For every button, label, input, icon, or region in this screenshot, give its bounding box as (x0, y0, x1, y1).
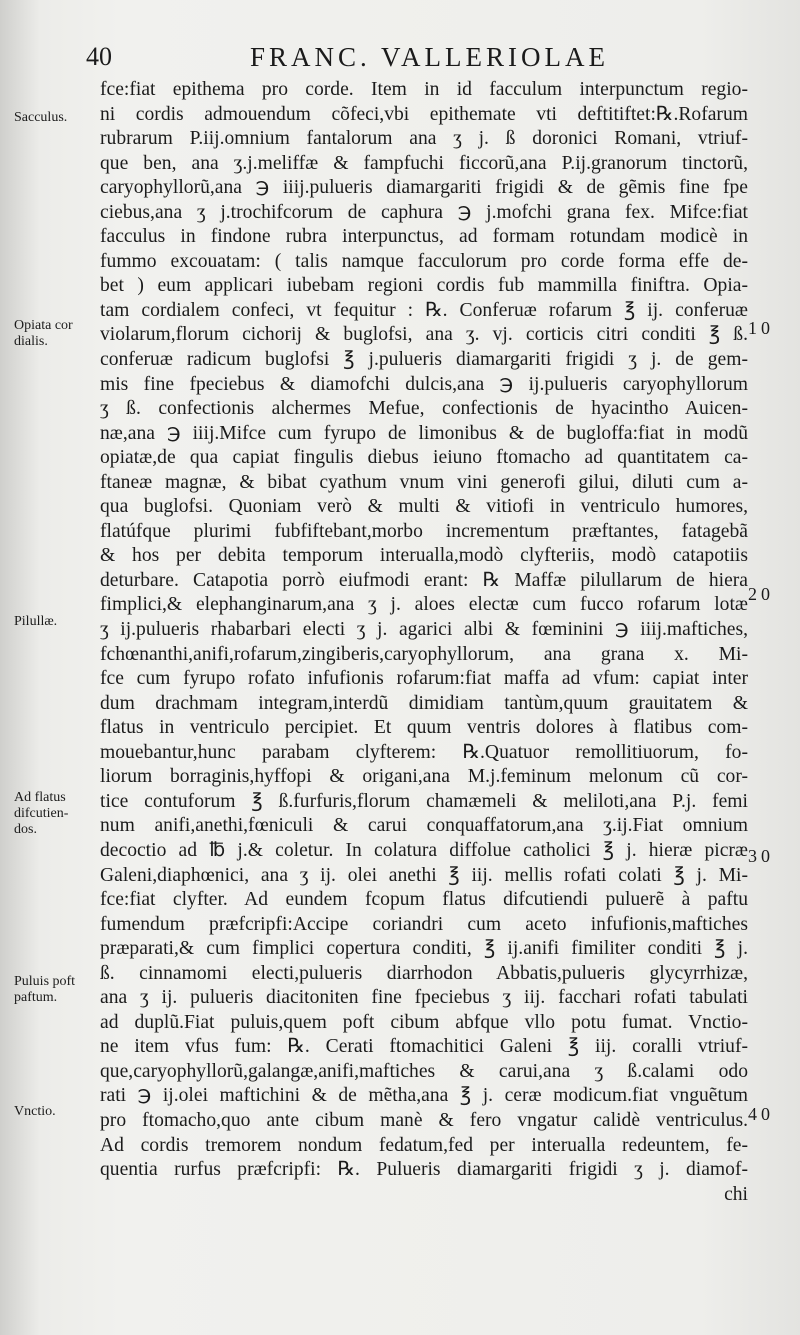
main-text-block (100, 78, 748, 1207)
text-line: Galeni,diaphœnici, ana ʒ ij. olei anethi ℥ iij. mellis rofati colati ℥ j. Mi- (100, 864, 748, 886)
text-line: fce:fiat epithema pro corde. Item in id facculum interpunctum regio- (100, 79, 748, 100)
text-line: caryophyllorũ,ana ℈ iiij.pulueris diamargariti frigidi & de gẽmis fine fpe (100, 177, 748, 199)
line-number: 30 (748, 846, 774, 866)
catchword: chi (724, 1183, 748, 1205)
text-line: rati ℈ ij.olei maftichini & de mẽtha,ana ℥ j. ceræ modicum.fiat vnguẽtum (100, 1085, 748, 1107)
text-line: decoctio ad ℔ j.& coletur. In colatura diffolue catholici ℥ j. hieræ picræ (100, 839, 748, 861)
line-number: 10 (748, 318, 774, 338)
text-line: deturbare. Catapotia porrò eiufmodi erant: ℞ Maffæ pilullarum de hiera (100, 569, 748, 591)
marginal-note: Ad flatus difcutien- dos. (14, 790, 69, 837)
text-line: flatus in ventriculo percipiet. Et quum ventris dolores à flatibus com- (100, 717, 748, 739)
running-head (0, 42, 800, 82)
text-line: que,caryophyllorũ,galangæ,anifi,maftiches & carui,ana ʒ ß.calami odo (100, 1060, 748, 1082)
text-line: ʒ ß. confectionis alchermes Mefue, confectionis de hyacintho Auicen- (100, 398, 748, 420)
text-line: fce cum fyrupo rofato infufionis rofarum:fiat maffa ad vfum: capiat inter (100, 668, 748, 690)
text-line: pro ftomacho,quo ante cibum manè & fero vngatur calidè ventriculus. (100, 1109, 748, 1131)
text-line: rubrarum P.iij.omnium fantalorum ana ʒ j. ß doronici Romani, vtriuf- (100, 128, 748, 150)
text-line: quentia rurfus præfcripfi: ℞. Pulueris diamargariti frigidi ʒ j. diamof- (100, 1159, 748, 1181)
text-line: ʒ ij.pulueris rhabarbari electi ʒ j. agarici albi & fœminini ℈ iiij.maftiches, (100, 619, 748, 641)
text-line: Ad cordis tremorem nondum fedatum,fed per interualla redeuntem, fe- (100, 1134, 748, 1156)
text-line: & hos per debita temporum interualla,modò clyfteriis, modò catapotiis (100, 545, 748, 567)
text-line: violarum,florum cichorij & buglofsi, ana ʒ. vj. corticis citri conditi ℥ ß. (100, 324, 748, 346)
marginal-note: Puluis poft paftum. (14, 974, 76, 1005)
text-line: flatúfque plurimi fubfiftebant,morbo incrementum præftantes, fatagebã (100, 520, 748, 542)
text-line: tice contuforum ℥ ß.furfuris,florum chamæmeli & meliloti,ana P.j. femi (100, 790, 748, 812)
text-line: ana ʒ ij. pulueris diacitoniten fine fpeciebus ʒ iij. facchari rofati tabulati (100, 987, 748, 1009)
text-line: fummo excouatam: ( talis namque facculorum pro corde forma effe de- (100, 250, 748, 272)
text-line: num anifi,anethi,fœniculi & carui conquaffatorum,ana ʒ.ij.Fiat omnium (100, 815, 748, 837)
page-number: 40 (86, 42, 112, 71)
marginal-note: Opiata cor dialis. (14, 318, 73, 349)
text-line: fce:fiat clyfter. Ad eundem fcopum flatus difcutiendi puluerẽ à paftu (100, 889, 748, 911)
text-line: facculus in findone rubra interpunctus, ad formam rotundam modicè in (100, 226, 748, 248)
text-line: ad duplũ.Fiat puluis,quem poft cibum abfque vllo potu fumat. Vnctio- (100, 1011, 748, 1033)
text-line: dum drachmam integram,interdũ dimidiam tantùm,quum grauitatem & (100, 692, 748, 714)
marginal-note: Pilullæ. (14, 614, 58, 629)
running-title: FRANC. VALLERIOLAE (250, 42, 610, 72)
text-line: fimplici,& elephanginarum,ana ʒ j. aloes electæ cum fucco rofarum lotæ (100, 594, 748, 616)
text-line: que ben, ana ʒ.j.meliffæ & fampfuchi ficcorũ,ana P.ij.granorum tinctorũ, (100, 152, 748, 174)
text-line: conferuæ radicum buglofsi ℥ j.pulueris diamargariti frigidi ʒ j. de gem- (100, 349, 748, 371)
text-line: ciebus,ana ʒ j.trochifcorum de caphura ℈ j.mofchi grana fex. Mifce:fiat (100, 201, 748, 223)
text-line: fumendum præfcripfi:Accipe coriandri cum aceto infufionis,maftiches (100, 913, 748, 935)
text-line: præparati,& cum fimplici copertura conditi, ℥ ij.anifi fimiliter conditi ℥ j. (100, 938, 748, 960)
text-line: qua buglofsi. Quoniam verò & multi & vitiofi in ventriculo humores, (100, 496, 748, 518)
marginal-note: Sacculus. (14, 110, 68, 125)
text-line: tam cordialem confeci, vt fequitur : ℞. Conferuæ rofarum ℥ ij. conferuæ (100, 299, 748, 321)
text-line: ftaneæ magnæ, & bibat cyathum vnum vini generofi gilui, diluti cum a- (100, 471, 748, 493)
marginal-note: Vnctio. (14, 1104, 56, 1119)
text-line: opiatæ,de qua capiat fingulis diebus ieiuno ftomacho ad quantitatem ca- (100, 447, 748, 469)
text-line: ß. cinnamomi electi,pulueris diarrhodon Abbatis,pulueris glycyrrhizæ, (100, 962, 748, 984)
text-line: fchœnanthi,anifi,rofarum,zingiberis,caryophyllorum, ana grana x. Mi- (100, 643, 748, 665)
line-number: 40 (748, 1104, 774, 1124)
text-line: mouebantur,hunc parabam clyfterem: ℞.Quatuor remollitiuorum, fo- (100, 741, 748, 763)
text-line: mis fine fpeciebus & diamofchi dulcis,ana ℈ ij.pulueris caryophyllorum (100, 373, 748, 395)
text-line: bet ) eum applicari iubebam regioni cordis fub mammilla finiftra. Opia- (100, 275, 748, 297)
text-line: ne item vfus fum: ℞. Cerati ftomachitici Galeni ℥ iij. coralli vtriuf- (100, 1036, 748, 1058)
line-number: 20 (748, 584, 774, 604)
text-line: næ,ana ℈ iiij.Mifce cum fyrupo de limonibus & de bugloffa:fiat in modũ (100, 422, 748, 444)
text-line: liorum borraginis,hyffopi & origani,ana M.j.feminum melonum cũ cor- (100, 766, 748, 788)
text-line: ni cordis admouendum cõfeci,vbi epithemate vti deftitiftet:℞.Rofarum (100, 103, 748, 125)
